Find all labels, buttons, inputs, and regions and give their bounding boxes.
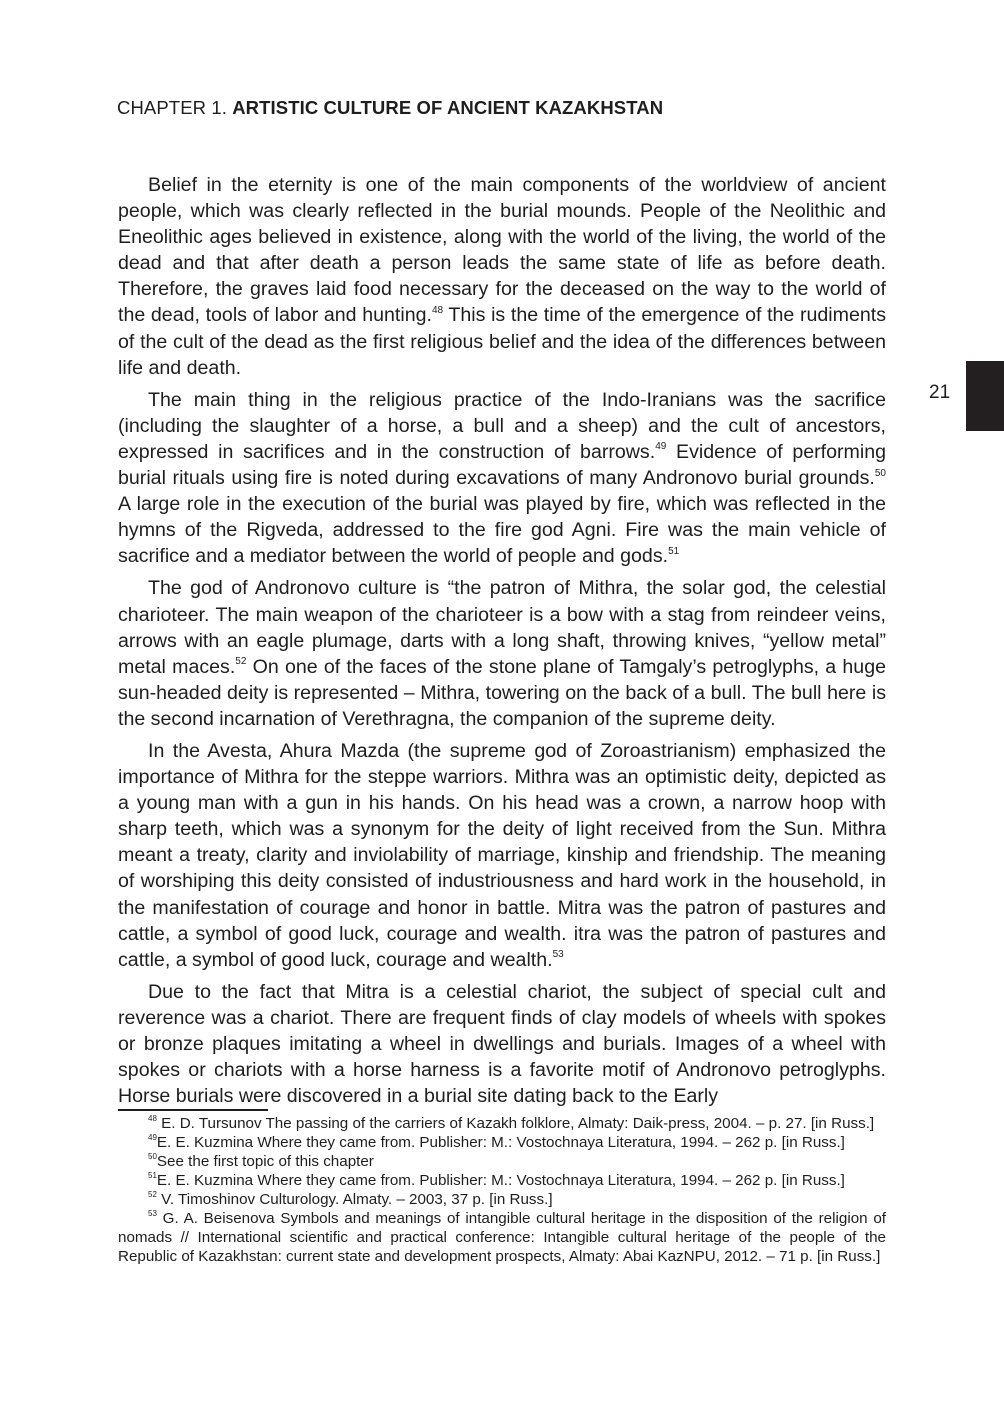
paragraph-3: The god of Andronovo culture is “the patron of Mithra, the solar god, the celestial charioteer. The main weapon of the charioteer is a bow with a stag from reindeer veins, arrows with an eagle plumage, darts with a long shaft, throwing knives, “yellow metal” metal maces.$^{52}$ On one of the faces of the stone plane of Tamgaly’s petroglyphs, a huge sun-headed deity is represented – Mithra, towering on the back of a bull. The bull here is the second incarnation of Verethragna, the companion of the supreme deity. <box>118 577 886 730</box>
paragraph-2: The main thing in the religious practice of the Indo-Iranians was the sacrifice (including the slaughter of a horse, a bull and a sheep) and the cult of ancestors, expressed in sacrifices and in the construction of barrows.$^{49}$ Evidence of performing burial rituals using fire is noted during excavations of many Andronovo burial grounds.$^{50}$ A large role in the execution of the burial was played by fire, which was reflected in the hymns of the Rigveda, addressed to the fire god Agni. Fire was the main vehicle of sacrifice and a mediator between the world of people and gods.$^{51}$ <box>118 388 887 568</box>
running-header <box>117 97 663 119</box>
page-number: 21 <box>929 382 951 403</box>
footnote-51: $^{51}$E. E. Kuzmina Where they came from. Publisher: M.: Vostochnaya Literatura, 1994. – 262 p. [in Russ.] <box>148 1170 845 1189</box>
footnotes <box>118 1114 886 1266</box>
footnote-ref-51[interactable]: 51 <box>668 545 680 557</box>
footnote-ref-49[interactable]: 49 <box>655 441 667 453</box>
footnote-50: $^{50}$See the first topic of this chapter <box>148 1151 374 1170</box>
footnote-49: $^{49}$E. E. Kuzmina Where they came from. Publisher: M.: Vostochnaya Literatura, 1994. – 262 p. [in Russ.] <box>148 1132 845 1151</box>
footnote-48: $^{48}$ E. D. Tursunov The passing of the carriers of Kazakh folklore, Almaty: Daik-press, 2004. – p. 27. [in Russ.] <box>148 1113 875 1132</box>
footnote-ref-50[interactable]: 50 <box>874 467 886 479</box>
paragraph-1: Belief in the eternity is one of the main components of the worldview of ancient people, which was clearly reflected in the burial mounds. People of the Neolithic and Eneolithic ages believed in existence, along with the world of the living, the world of the dead and that after death a person leads the same state of life as before death. Therefore, the graves laid food necessary for the deceased on the way to the world of the dead, tools of labor and hunting.$^{48}$ This is the time of the emergence of the rudiments of the cult of the dead as the first religious belief and the idea of the differences between life and death. <box>118 174 886 379</box>
footnote-separator <box>118 1109 268 1111</box>
chapter-label: CHAPTER 1. <box>117 97 227 118</box>
footnote-ref-53[interactable]: 53 <box>552 949 564 961</box>
footnote-52: $^{52}$ V. Timoshinov Culturology. Almaty. – 2003, 37 p. [in Russ.] <box>148 1189 553 1208</box>
footnote-53: $^{53}$ G. A. Beisenova Symbols and meanings of intangible cultural heritage in the disposition of the religion of nomads // International scientific and practical conference: Intangible cultural heritage of the people of the Republic of Kazakhstan: current state and development prospects, Almaty: Abai KazNPU, 2012. – 71 p. [in Russ.] <box>118 1208 886 1265</box>
thumb-tab <box>966 361 1004 431</box>
footnote-ref-52[interactable]: 52 <box>235 656 247 668</box>
chapter-title: ARTISTIC CULTURE OF ANCIENT KAZAKHSTAN <box>232 97 664 118</box>
paragraph-5: Due to the fact that Mitra is a celestial chariot, the subject of special cult and reverence was a chariot. There are frequent finds of clay models of wheels with spokes or bronze plaques imitating a wheel in dwellings and burials. Images of a wheel with spokes or chariots with a horse harness is a favorite motif of Andronovo petroglyphs. Horse burials were discovered in a burial site dating back to the Early <box>118 980 886 1108</box>
body-text <box>118 172 886 1115</box>
footnote-ref-48[interactable]: 48 <box>431 304 444 316</box>
paragraph-4: In the Avesta, Ahura Mazda (the supreme god of Zoroastrianism) emphasized the importance of Mithra for the steppe warriors. Mithra was an optimistic deity, depicted as a young man with a gun in his hands. On his head was a crown, a narrow hoop with sharp teeth, which was a synonym for the deity of light received from the Sun. Mithra meant a treaty, clarity and inviolability of marriage, kinship and friendship. The meaning of worshiping this deity consisted of industriousness and hard work in the household, in the manifestation of courage and honor in battle. Mitra was the patron of pastures and cattle, a symbol of good luck, courage and wealth. itra was the patron of pastures and cattle, a symbol of good luck, courage and wealth.$^{53}$ <box>118 739 886 971</box>
